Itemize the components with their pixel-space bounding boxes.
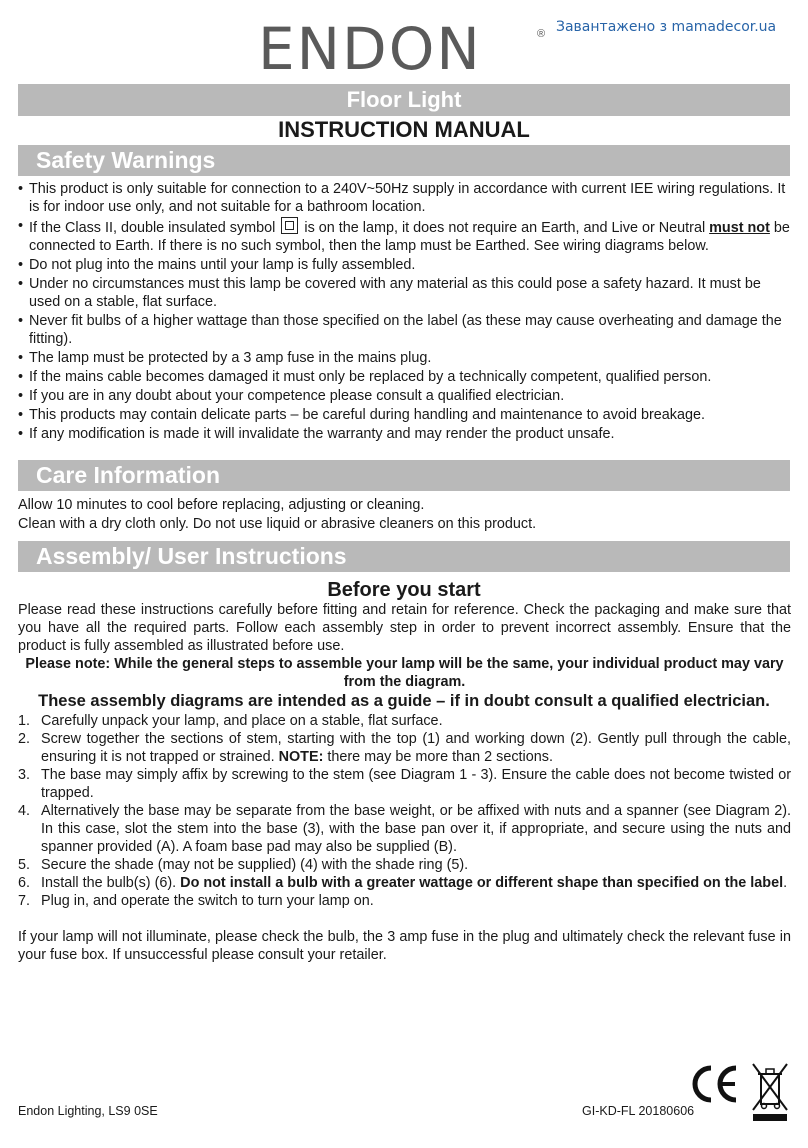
list-item: • If the mains cable becomes damaged it must only be replaced by a technically competent, qualified person. [18, 369, 712, 385]
footer-address: Endon Lighting, LS9 0SE [18, 1104, 158, 1118]
safety-heading: Safety Warnings [18, 145, 790, 176]
assembly-heading: Assembly/ User Instructions [18, 541, 790, 572]
weee-bin-icon [750, 1060, 790, 1122]
list-item: • The lamp must be protected by a 3 amp fuse in the mains plug. [18, 350, 432, 366]
care-line: Clean with a dry cloth only. Do not use liquid or abrasive cleaners on this product. [18, 516, 537, 532]
ce-mark-icon [690, 1064, 740, 1104]
intro-paragraph: Please read these instructions carefully before fitting and retain for reference. Check the packaging and make sure that you have all the required parts. Follow each assembly step in order to prevent incorrect assembly. Ensure that the product is fully assembled as illustrated before use. [18, 602, 791, 654]
endon-logo: ENDON [258, 15, 482, 83]
please-note: Please note: While the general steps to assemble your lamp will be the same, your individual product may vary from the diagram. [25, 656, 784, 690]
troubleshooting-paragraph: If your lamp will not illuminate, please check the bulb, the 3 amp fuse in the plug and ultimately check the relevant fuse in your fuse box. If unsuccessful please consult your retailer. [18, 929, 791, 963]
list-item-class2: • If the Class II, double insulated symbol is on the lamp, it does not require an Earth, and Live or Neutral must not be connected to Earth. If there is no such symbol, then the lamp must be Earthed. See wiring diagrams below. [18, 218, 790, 254]
list-item: • This product is only suitable for connection to a 240V~50Hz supply in accordance with current IEE wiring regulations. It is for indoor use only, and not suitable for a bathroom location. [18, 181, 786, 215]
footer-code: GI-KD-FL 20180606 [582, 1104, 695, 1118]
list-item: • Under no circumstances must this lamp be covered with any material as this could pose a safety hazard. It must be used on a stable, flat surface. [18, 276, 761, 310]
list-item: • Do not plug into the mains until your lamp is fully assembled. [18, 257, 416, 273]
step-6: 6. Install the bulb(s) (6). Do not install a bulb with a greater wattage or different shape than specified on the label. [18, 875, 788, 891]
list-item: • If any modification is made it will invalidate the warranty and may render the product unsafe. [18, 426, 615, 442]
step-2: 2. Screw together the sections of stem, starting with the top (1) and working down (2). Gently pull through the cable, ensuring it is not trapped or strained. NOTE: there may be more than 2 sections. [18, 731, 791, 765]
list-item: • If you are in any doubt about your competence please consult a qualified electrician. [18, 388, 565, 404]
step-1: 1. Carefully unpack your lamp, and place on a stable, flat surface. [18, 713, 443, 729]
list-item: • This products may contain delicate parts – be careful during handling and maintenance to avoid breakage. [18, 407, 705, 423]
watermark: Завантажено з mamadecor.ua [556, 19, 777, 35]
step-3: 3. The base may simply affix by screwing to the stem (see Diagram 1 - 3). Ensure the cable does not become twisted or trapped. [18, 767, 791, 801]
care-heading: Care Information [18, 460, 790, 491]
product-title-bar: Floor Light [18, 84, 790, 116]
registered-mark: ® [537, 28, 546, 40]
care-line: Allow 10 minutes to cool before replacing, adjusting or cleaning. [18, 497, 425, 513]
guide-note: These assembly diagrams are intended as a guide – if in doubt consult a qualified electrician. [38, 692, 770, 710]
manual-title: INSTRUCTION MANUAL [278, 117, 530, 142]
before-you-start-heading: Before you start [327, 579, 481, 601]
step-7: 7. Plug in, and operate the switch to turn your lamp on. [18, 893, 374, 909]
class-ii-symbol-icon [281, 217, 298, 234]
list-item: • Never fit bulbs of a higher wattage than those specified on the label (as these may cause overheating and damage the fitting). [18, 313, 782, 347]
assembly-steps [18, 712, 791, 910]
step-5: 5. Secure the shade (may not be supplied) (4) with the shade ring (5). [18, 857, 469, 873]
care-text [18, 496, 793, 534]
safety-list [18, 180, 793, 444]
step-4: 4. Alternatively the base may be separate from the base weight, or be affixed with nuts and a spanner (see Diagram 2). In this case, slot the stem into the base (3), with the base pan over it, if appropriate, and secure using the nuts and spanner provided (A). A foam base pad may also be supplied (B). [18, 803, 791, 855]
